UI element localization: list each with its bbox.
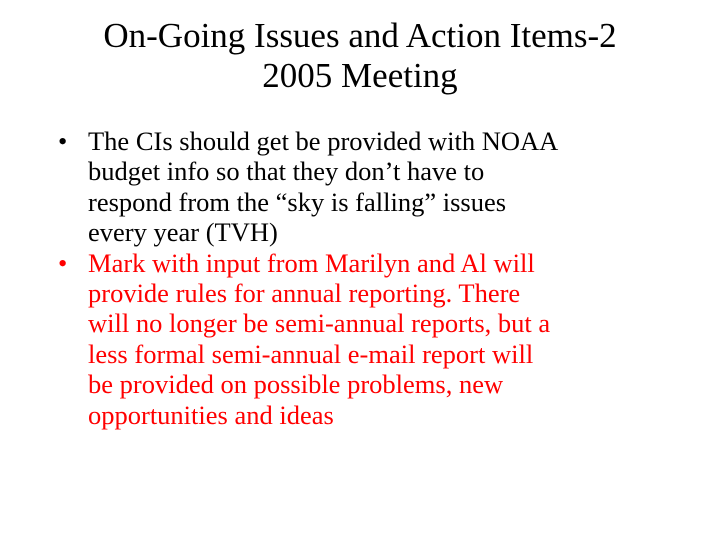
bullet-line: be provided on possible problems, new — [88, 369, 504, 400]
bullet-list — [58, 126, 698, 430]
bullet-item-annual-reporting — [58, 248, 698, 430]
bullet-icon: • — [58, 247, 68, 278]
bullet-line: opportunities and ideas — [88, 399, 334, 430]
bullet-line: The CIs should get be provided with NOAA — [88, 126, 559, 156]
bullet-line: less formal semi-annual e-mail report will — [88, 338, 534, 369]
bullet-line: respond from the “sky is falling” issues — [88, 186, 507, 217]
bullet-line: budget info so that they don’t have to — [88, 156, 485, 187]
title-line: 2005 Meeting — [262, 56, 458, 95]
bullet-line: every year (TVH) — [88, 217, 278, 248]
bullet-item-cis-budget — [58, 126, 698, 248]
bullet-line: provide rules for annual reporting. There — [88, 278, 521, 309]
bullet-line: will no longer be semi-annual reports, but a — [88, 308, 551, 339]
bullet-line: Mark with input from Marilyn and Al will — [88, 247, 535, 278]
title-line: On-Going Issues and Action Items-2 — [103, 16, 617, 55]
slide-title — [40, 16, 680, 96]
bullet-icon: • — [58, 126, 68, 156]
